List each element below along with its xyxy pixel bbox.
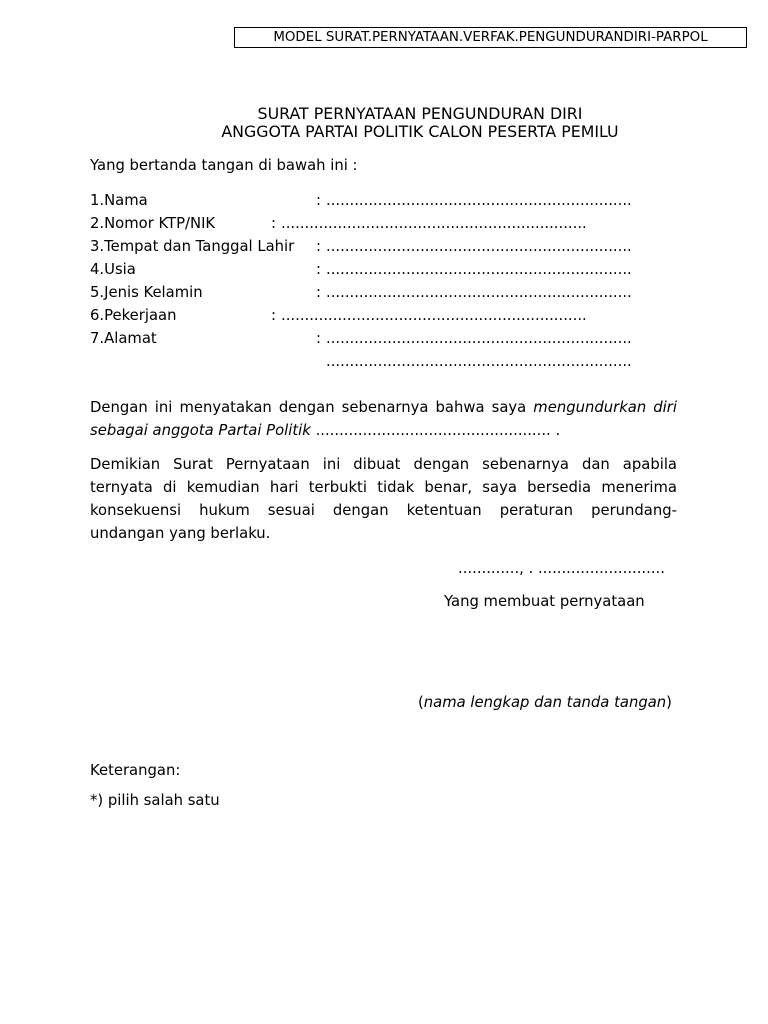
field-colon: :: [316, 238, 321, 255]
field-label: 1.Nama: [90, 192, 148, 209]
statement-lead: Dengan ini menyatakan dengan sebenarnya bahwa saya: [90, 399, 527, 416]
field-blank: .................................................................: [281, 215, 587, 232]
statement-blank: .................................................. .: [315, 422, 561, 439]
form-model-code-box: [234, 27, 747, 48]
statement-emphasis: mengundurkan diri sebagai anggota Partai Politik: [90, 399, 677, 439]
place-date-line: ............., . ...........................: [458, 560, 665, 577]
field-blank: .................................................................: [326, 192, 632, 209]
open-paren: (: [418, 694, 424, 711]
field-row-id-number: [90, 212, 650, 235]
field-blank: .................................................................: [326, 284, 632, 301]
field-label: 5.Jenis Kelamin: [90, 284, 203, 301]
field-row-occupation: [90, 304, 650, 327]
field-blank: .................................................................: [281, 307, 587, 324]
signature-name-hint: [418, 691, 672, 714]
closing-line: undangan yang berlaku.: [90, 525, 271, 542]
document-title: [120, 105, 720, 141]
field-label: 2.Nomor KTP/NIK: [90, 215, 216, 232]
field-colon: :: [271, 215, 276, 232]
closing-line: ternyata di kemudian hari terbukti tidak benar, saya bersedia menerima: [90, 479, 677, 496]
field-blank: .................................................................: [326, 261, 632, 278]
field-colon: :: [271, 307, 276, 324]
close-paren: ): [666, 694, 672, 711]
field-colon: :: [316, 330, 321, 347]
field-colon: :: [316, 261, 321, 278]
field-colon: :: [316, 192, 321, 209]
field-blank: .................................................................: [326, 330, 632, 347]
field-label: 3.Tempat dan Tanggal Lahir: [90, 238, 295, 255]
title-line-2: ANGGOTA PARTAI POLITIK CALON PESERTA PEMILU: [221, 122, 619, 141]
field-row-address: [90, 327, 650, 350]
identity-form: [90, 189, 650, 373]
signatory-role: Yang membuat pernyataan: [444, 593, 645, 610]
intro-text: Yang bertanda tangan di bawah ini :: [90, 157, 358, 174]
closing-line: Demikian Surat Pernyataan ini dibuat dengan sebenarnya dan apabila: [90, 456, 677, 473]
field-colon: :: [316, 284, 321, 301]
field-row-age: [90, 258, 650, 281]
notes-heading: Keterangan:: [90, 762, 181, 779]
field-label: 4.Usia: [90, 261, 136, 278]
field-row-name: [90, 189, 650, 212]
field-row-gender: [90, 281, 650, 304]
field-blank: .................................................................: [326, 238, 632, 255]
field-row-birth-place-date: [90, 235, 650, 258]
name-hint-text: nama lengkap dan tanda tangan: [423, 694, 667, 711]
title-line-1: SURAT PERNYATAAN PENGUNDURAN DIRI: [257, 104, 583, 123]
resignation-statement: [90, 396, 677, 442]
field-blank: .................................................................: [326, 353, 632, 370]
closing-line: konsekuensi hukum sesuai dengan ketentuan peraturan perundang-: [90, 502, 677, 519]
field-label: 6.Pekerjaan: [90, 307, 177, 324]
field-row-address-continued: [90, 350, 650, 373]
note-item: *) pilih salah satu: [90, 792, 220, 809]
field-label: 7.Alamat: [90, 330, 157, 347]
closing-paragraph: [90, 453, 677, 545]
form-model-code: MODEL SURAT.PERNYATAAN.VERFAK.PENGUNDURANDIRI-PARPOL: [273, 30, 708, 45]
